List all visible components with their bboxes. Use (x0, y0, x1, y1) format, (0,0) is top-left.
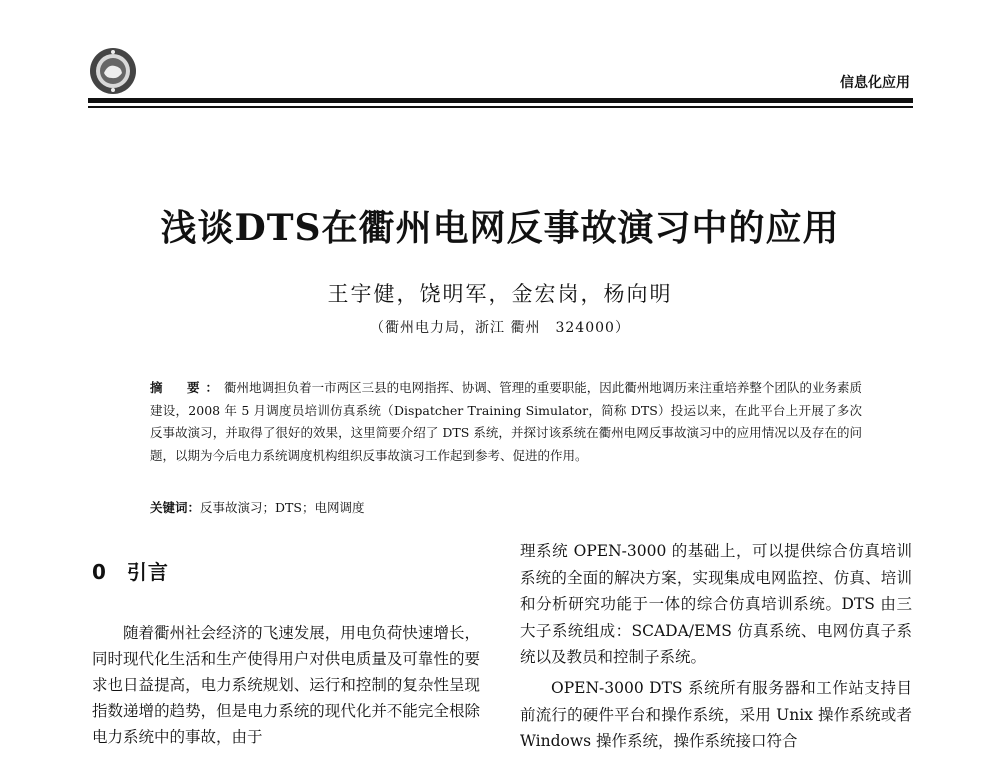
intro-paragraph-right-2: OPEN-3000 DTS 系统所有服务器和工作站支持目前流行的硬件平台和操作系统，采用 Unix 操作系统或者 Windows 操作系统，操作系统接口符合 (520, 679, 912, 750)
header-rule-thin (88, 106, 913, 108)
keywords-label: 关键词： (150, 500, 201, 515)
article-title: 浅谈DTS在衢州电网反事故演习中的应用 (160, 207, 840, 249)
author-affiliation: （衢州电力局，浙江 衢州 324000） (370, 320, 630, 336)
section-title: 引言 (126, 560, 169, 584)
section-heading (92, 556, 169, 585)
intro-paragraph-left: 随着衢州社会经济的飞速发展，用电负荷快速增长，同时现代化生活和生产使得用户对供电质量及可靠性的要求也日益提高，电力系统规划、运行和控制的复杂性呈现指数递增的趋势，但是电力系统的现代化并不能完全根除电力系统中的事故，由于 (92, 624, 480, 746)
author-list: 王宇健，饶明军，金宏岗，杨向明 (327, 282, 673, 306)
abstract-label: 摘 要： (150, 380, 225, 395)
keywords-text: 反事故演习；DTS；电网调度 (200, 500, 365, 515)
intro-paragraph-right-1: 理系统 OPEN-3000 的基础上，可以提供综合仿真培训系统的全面的解决方案，实现集成电网监控、仿真、培训和分析研究功能于一体的综合仿真培训系统。DTS 由三大子系统组成：SCADA/EMS 仿真系统、电网仿真子系统以及教员和控制子系统。 (520, 542, 912, 666)
section-label: 信息化应用 (840, 75, 910, 91)
abstract-text: 衢州地调担负着一市两区三县的电网指挥、协调、管理的重要职能，因此衢州地调历来注重培养整个团队的业务素质建设，2008 年 5 月调度员培训仿真系统（Dispatcher Training Simulator，简称 DTS）投运以来，在此平台上开展了多次反事故演习，并取得了很好的效果，这里简要介绍了 DTS 系统，并探讨该系统在衢州电网反事故演习中的应用情况以及存在的问题，以期为今后电力系统调度机构组织反事故演习工作起到参考、促进的作用。 (150, 380, 862, 463)
section-number: 0 (92, 560, 107, 584)
journal-emblem-icon (88, 46, 138, 96)
header-rule-thick (88, 98, 913, 103)
keywords (150, 497, 862, 519)
abstract (150, 377, 862, 467)
